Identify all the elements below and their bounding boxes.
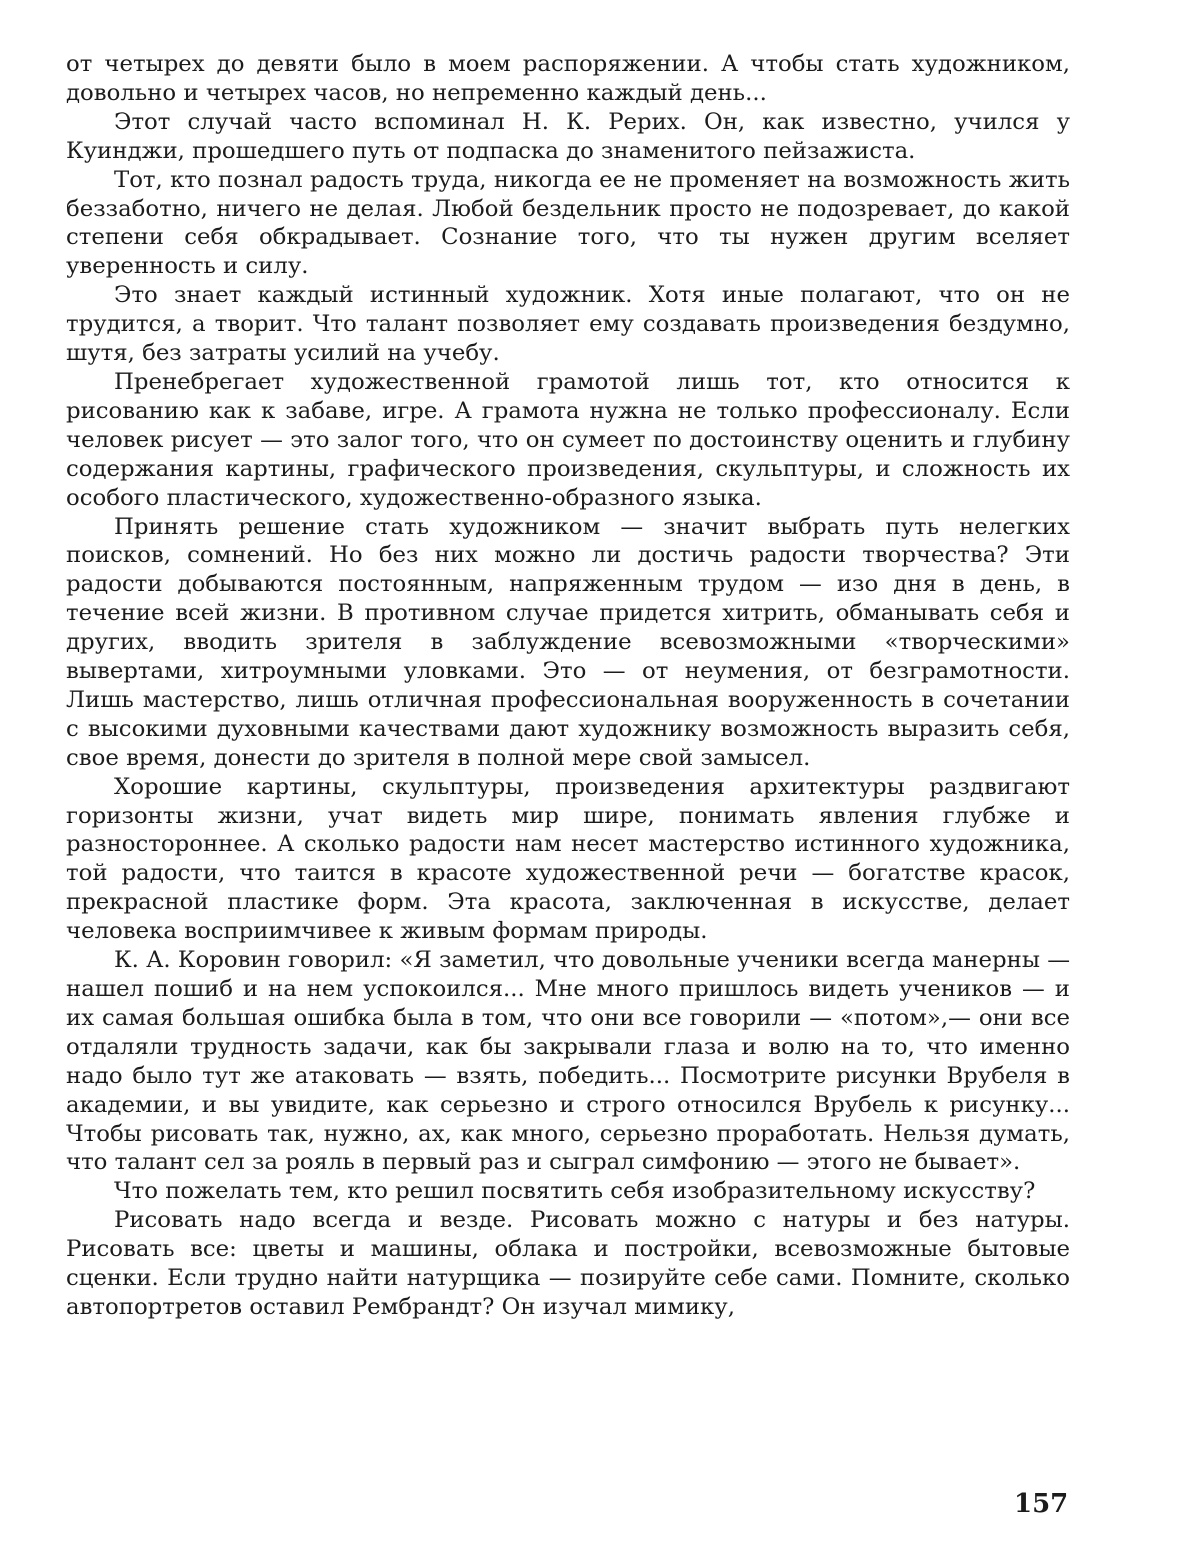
paragraph: Что пожелать тем, кто решил посвятить себя изобразительному искусству? xyxy=(66,1177,1070,1206)
page-text xyxy=(66,50,1070,1322)
paragraph: Принять решение стать художником — значит выбрать путь нелегких поисков, сомнений. Но без них можно ли достичь радости творчества? Эти радости добываются постоянным, напряженным трудом — изо дня в день, в течение всей жизни. В противном случае придется хитрить, обманывать себя и других, вводить зрителя в заблуждение всевозможными «творческими» вывертами, хитроумными уловками. Это — от неумения, от безграмотности. Лишь мастерство, лишь отличная профессиональная вооруженность в сочетании с высокими духовными качествами дают художнику возможность выразить себя, свое время, донести до зрителя в полной мере свой замысел. xyxy=(66,513,1070,773)
paragraph: Этот случай часто вспоминал Н. К. Рерих. Он, как известно, учился у Куинджи, прошедшего путь от подпаска до знаменитого пейзажиста. xyxy=(66,108,1070,166)
paragraph: Рисовать надо всегда и везде. Рисовать можно с натуры и без натуры. Рисовать все: цветы и машины, облака и постройки, всевозможные бытовые сценки. Если трудно найти натурщика — позируйте себе сами. Помните, сколько автопортретов оставил Рембрандт? Он изучал мимику, xyxy=(66,1206,1070,1322)
paragraph: К. А. Коровин говорил: «Я заметил, что довольные ученики всегда манерны — нашел пошиб и на нем успокоился... Мне много пришлось видеть учеников — и их самая большая ошибка была в том, что они все говорили — «потом»,— они все отдаляли трудность задачи, как бы закрывали глаза и волю на то, что именно надо было тут же атаковать — взять, победить... Посмотрите рисунки Врубеля в академии, и вы увидите, как серьезно и строго относился Врубель к рисунку... Чтобы рисовать так, нужно, ах, как много, серьезно проработать. Нельзя думать, что талант сел за рояль в первый раз и сыграл симфонию — этого не бывает». xyxy=(66,946,1070,1177)
paragraph: от четырех до девяти было в моем распоряжении. А чтобы стать художником, довольно и четырех часов, но непременно каждый день... xyxy=(66,50,1070,108)
paragraph: Пренебрегает художественной грамотой лишь тот, кто относится к рисованию как к забаве, игре. А грамота нужна не только профессионалу. Если человек рисует — это залог того, что он сумеет по достоинству оценить и глубину содержания картины, графического произведения, скульптуры, и сложность их особого пластического, художественно-образного языка. xyxy=(66,368,1070,513)
paragraph: Это знает каждый истинный художник. Хотя иные полагают, что он не трудится, а творит. Что талант позволяет ему создавать произведения бездумно, шутя, без затраты усилий на учебу. xyxy=(66,281,1070,368)
paragraph: Хорошие картины, скульптуры, произведения архитектуры раздвигают горизонты жизни, учат видеть мир шире, понимать явления глубже и разностороннее. А сколько радости нам несет мастерство истинного художника, той радости, что таится в красоте художественной речи — богатстве красок, прекрасной пластике форм. Эта красота, заключенная в искусстве, делает человека восприимчивее к живым формам природы. xyxy=(66,773,1070,946)
page-number: 157 xyxy=(1014,1489,1068,1519)
paragraph: Тот, кто познал радость труда, никогда ее не променяет на возможность жить беззаботно, ничего не делая. Любой бездельник просто не подозревает, до какой степени себя обкрадывает. Сознание того, что ты нужен другим вселяет уверенность и силу. xyxy=(66,166,1070,282)
